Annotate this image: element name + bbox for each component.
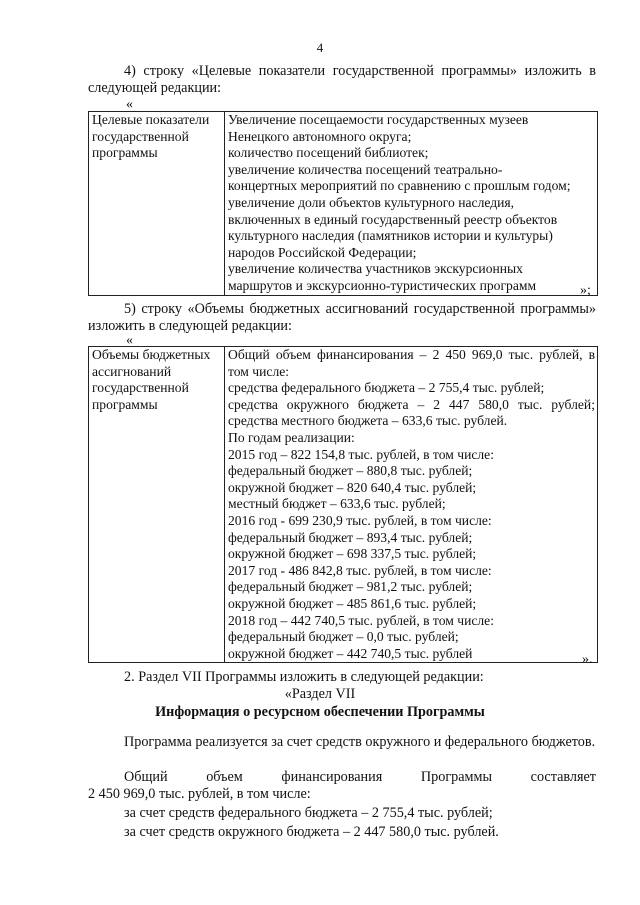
- target-indicators-value-line: включенных в единый государственный реестр объектов: [228, 211, 558, 227]
- target-indicators-value-line: Увеличение посещаемости государственных музеев: [228, 112, 529, 127]
- budget-allocations-value-line: 2017 год - 486 842,8 тыс. рублей, в том числе:: [228, 562, 492, 578]
- target-indicators-value-line: увеличение количества участников экскурсионных: [228, 261, 523, 277]
- budget-allocations-value-line: местный бюджет – 633,6 тыс. рублей;: [228, 496, 446, 512]
- target-indicators-value-line: Ненецкого автономного округа;: [228, 128, 412, 144]
- resource-paragraph: Программа реализуется за счет средств окружного и федерального бюджетов.: [124, 734, 596, 750]
- total-volume-amount: 2 450 969,0 тыс. рублей, в том числе:: [88, 786, 311, 802]
- budget-allocations-label-line: государственной: [92, 380, 189, 396]
- target-indicators-value-cell: [225, 112, 598, 296]
- target-indicators-value-line: увеличение доли объектов культурного наследия,: [228, 194, 515, 210]
- budget-allocations-value-line: средства окружного бюджета – 2 447 580,0 тыс. рублей;: [228, 396, 595, 412]
- total-volume-word: финансирования: [281, 769, 383, 785]
- budget-allocations-value-line: окружной бюджет – 485 861,6 тыс. рублей;: [228, 595, 477, 611]
- target-indicators-label-line: государственной: [92, 128, 189, 144]
- budget-allocations-value-line: окружной бюджет – 442 740,5 тыс. рублей: [228, 645, 473, 661]
- federal-funding-line: за счет средств федерального бюджета – 2 755,4 тыс. рублей;: [124, 805, 493, 821]
- budget-allocations-value-line: средства федерального бюджета – 2 755,4 тыс. рублей;: [228, 380, 545, 396]
- budget-allocations-label-line: программы: [92, 396, 158, 412]
- total-volume-word: объем: [206, 769, 243, 785]
- total-volume-word: Общий: [124, 769, 168, 785]
- budget-allocations-value-line: Общий объем финансирования – 2 450 969,0 тыс. рублей, в: [228, 347, 595, 362]
- target-indicators-value-line: увеличение количества посещений театрально-: [228, 161, 503, 177]
- target-indicators-value-line: маршрутов и экскурсионно-туристических программ: [228, 277, 537, 293]
- total-volume-line: [124, 769, 596, 786]
- target-indicators-value-line: концертных мероприятий по сравнению с прошлым годом;: [228, 178, 571, 194]
- budget-allocations-value-line: окружной бюджет – 698 337,5 тыс. рублей;: [228, 546, 477, 562]
- budget-allocations-value-cell: [225, 347, 598, 663]
- budget-allocations-value-line: федеральный бюджет – 0,0 тыс. рублей;: [228, 629, 459, 645]
- budget-allocations-value-line: федеральный бюджет – 981,2 тыс. рублей;: [228, 579, 473, 595]
- budget-allocations-value-line: 2018 год – 442 740,5 тыс. рублей, в том числе:: [228, 612, 494, 628]
- budget-allocations-value-line: 2015 год – 822 154,8 тыс. рублей, в том числе:: [228, 446, 494, 462]
- target-indicators-label-line: программы: [92, 145, 158, 161]
- item5-open-quote: «: [126, 333, 133, 348]
- budget-allocations-value-line: том числе:: [228, 363, 290, 379]
- budget-allocations-value-line: окружной бюджет – 820 640,4 тыс. рублей;: [228, 479, 477, 495]
- budget-allocations-label-cell: [89, 347, 225, 663]
- section-label: «Раздел VII: [284, 686, 356, 702]
- budget-allocations-label-line: ассигнований: [92, 363, 172, 379]
- budget-allocations-value-line: федеральный бюджет – 893,4 тыс. рублей;: [228, 529, 473, 545]
- budget-allocations-table: [88, 346, 598, 663]
- target-indicators-label-line: Целевые показатели: [92, 112, 210, 127]
- page-number: 4: [316, 40, 324, 55]
- budget-allocations-value-line: 2016 год - 699 230,9 тыс. рублей, в том числе:: [228, 512, 492, 528]
- section2-intro: 2. Раздел VII Программы изложить в следующей редакции:: [124, 669, 484, 685]
- regional-funding-line: за счет средств окружного бюджета – 2 447 580,0 тыс. рублей.: [124, 824, 499, 840]
- item5-close-quote: ».: [582, 652, 593, 667]
- target-indicators-label-cell: [89, 112, 225, 296]
- budget-allocations-value-line: средства местного бюджета – 633,6 тыс. рублей.: [228, 413, 508, 429]
- target-indicators-table: [88, 111, 598, 296]
- budget-allocations-value-line: По годам реализации:: [228, 429, 355, 445]
- section-title: Информация о ресурсном обеспечении Программы: [155, 704, 485, 720]
- item5-intro: 5) строку «Объемы бюджетных ассигнований государственной программы» изложить в следующей редакции:: [88, 301, 596, 334]
- target-indicators-value-line: количество посещений библиотек;: [228, 145, 429, 161]
- target-indicators-value-line: культурного наследия (памятников истории и культуры): [228, 228, 553, 244]
- total-volume-word: Программы: [420, 769, 493, 785]
- target-indicators-value-line: народов Российской Федерации;: [228, 244, 417, 260]
- total-volume-word: составляет: [530, 769, 596, 785]
- budget-allocations-value-line: федеральный бюджет – 880,8 тыс. рублей;: [228, 463, 473, 479]
- budget-allocations-label-line: Объемы бюджетных: [92, 347, 211, 362]
- item4-intro: 4) строку «Целевые показатели государственной программы» изложить в следующей редакции:: [88, 63, 596, 96]
- item4-open-quote: «: [126, 97, 133, 112]
- item4-close-quote: »;: [580, 283, 591, 298]
